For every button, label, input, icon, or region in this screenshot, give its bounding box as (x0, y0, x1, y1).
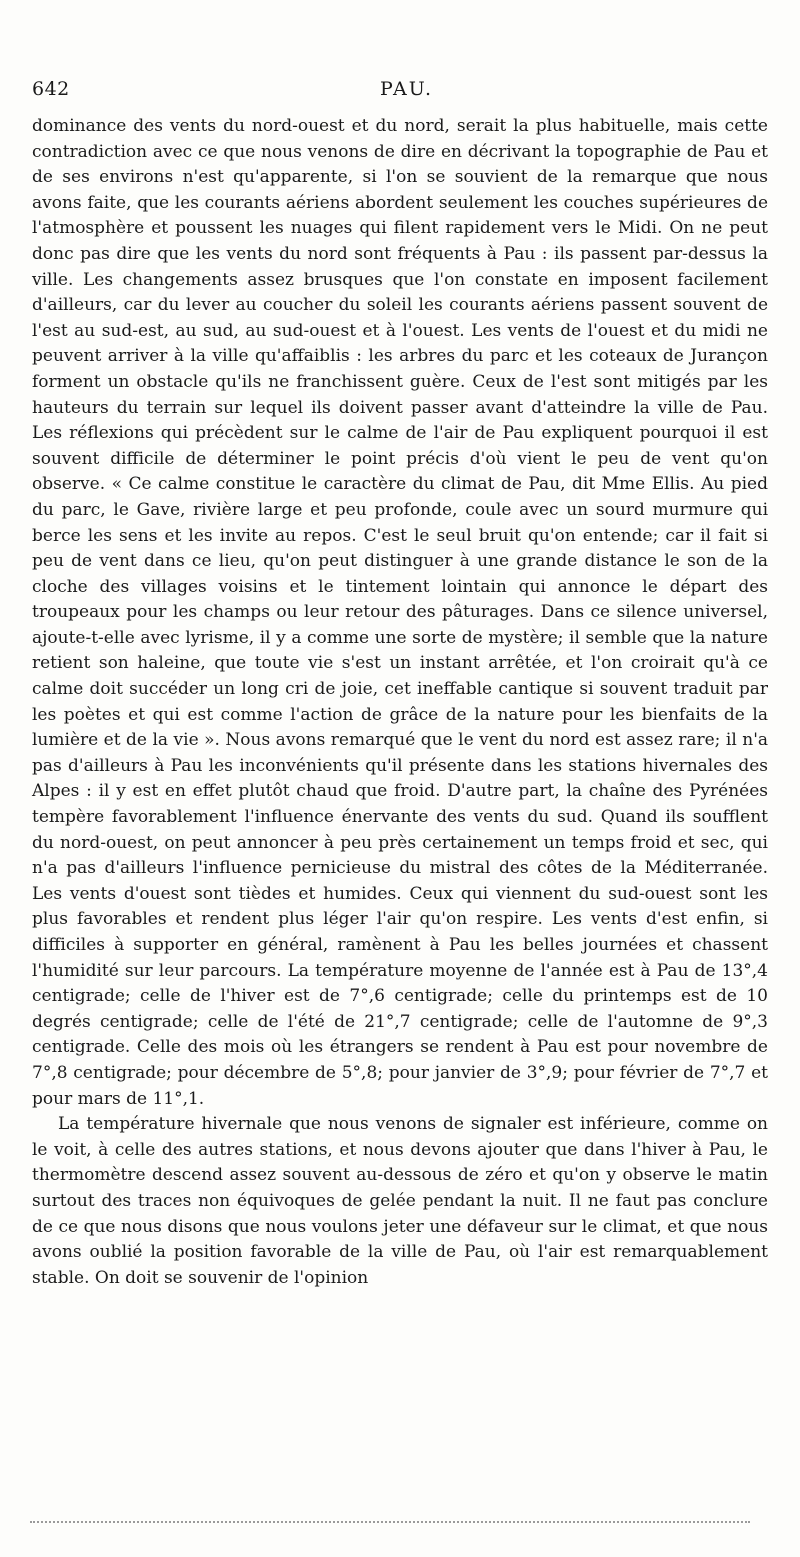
body-text (32, 114, 768, 1291)
running-header (30, 78, 770, 106)
footer-faint-line (30, 1521, 750, 1523)
paragraph-continued: dominance des vents du nord-ouest et du nord, serait la plus habituelle, mais cette contradiction avec ce que nous venons de dire en décrivant la topographie de Pau et de ses environs n'est qu'apparente, si l'on se souvient de la remarque que nous avons faite, que les courants aériens abordent seulement les couches supérieures de l'atmosphère et poussent les nuages qui filent rapidement vers le Midi. On ne peut donc pas dire que les vents du nord sont fréquents à Pau : ils passent par-dessus la ville. Les changements assez brusques que l'on constate en imposent facilement d'ailleurs, car du lever au coucher du soleil les courants aériens passent souvent de l'est au sud-est, au sud, au sud-ouest et à l'ouest. Les vents de l'ouest et du midi ne peuvent arriver à la ville qu'affaiblis : les arbres du parc et les coteaux de Jurançon forment un obstacle qu'ils ne franchissent guère. Ceux de l'est sont mitigés par les hauteurs du terrain sur lequel ils doivent passer avant d'atteindre la ville de Pau. Les réflexions qui précèdent sur le calme de l'air de Pau expliquent pourquoi il est souvent difficile de déterminer le point précis d'où vient le peu de vent qu'on observe. « Ce calme constitue le caractère du climat de Pau, dit Mme Ellis. Au pied du parc, le Gave, rivière large et peu profonde, coule avec un sourd murmure qui berce les sens et les invite au repos. C'est le seul bruit qu'on entende; car il fait si peu de vent dans ce lieu, qu'on peut distinguer à une grande distance le son de la cloche des villages voisins et le tintement lointain qui annonce le départ des troupeaux pour les champs ou leur retour des pâturages. Dans ce silence universel, ajoute-t-elle avec lyrisme, il y a comme une sorte de mystère; il semble que la nature retient son haleine, que toute vie s'est un instant arrêtée, et l'on croirait qu'à ce calme doit succéder un long cri de joie, cet ineffable cantique si souvent traduit par les poètes et qui est comme l'action de grâce de la nature pour les bienfaits de la lumière et de la vie ». Nous avons remarqué que le vent du nord est assez rare; il n'a pas d'ailleurs à Pau les inconvénients qu'il présente dans les stations hivernales des Alpes : il y est en effet plutôt chaud que froid. D'autre part, la chaîne des Pyrénées tempère favorablement l'influence énervante des vents du sud. Quand ils soufflent du nord-ouest, on peut annoncer à peu près certainement un temps froid et sec, qui n'a pas d'ailleurs l'influence pernicieuse du mistral des côtes de la Méditerranée. Les vents d'ouest sont tièdes et humides. Ceux qui viennent du sud-ouest sont les plus favorables et rendent plus léger l'air qu'on respire. Les vents d'est enfin, si difficiles à supporter en général, ramènent à Pau les belles journées et chassent l'humidité sur leur parcours. La température moyenne de l'année est à Pau de 13°,4 centigrade; celle de l'hiver est de 7°,6 centigrade; celle du printemps est de 10 degrés centigrade; celle de l'été de 21°,7 centigrade; celle de l'automne de 9°,3 centigrade. Celle des mois où les étrangers se rendent à Pau est pour novembre de 7°,8 centigrade; pour décembre de 5°,8; pour janvier de 3°,9; pour février de 7°,7 et pour mars de 11°,1. (32, 116, 768, 1109)
running-title: PAU. (380, 78, 434, 100)
paragraph-temperature: La température hivernale que nous venons de signaler est inférieure, comme on le voit, à celle des autres stations, et nous devons ajouter que dans l'hiver à Pau, le thermomètre descend assez souvent au-dessous de zéro et qu'on y observe le matin surtout des traces non équivoques de gelée pendant la nuit. Il ne faut pas conclure de ce que nous disons que nous voulons jeter une défaveur sur le climat, et que nous avons oublié la position favorable de la ville de Pau, où l'air est remarquablement stable. On doit se souvenir de l'opinion (32, 1114, 768, 1288)
page-number: 642 (32, 78, 70, 100)
